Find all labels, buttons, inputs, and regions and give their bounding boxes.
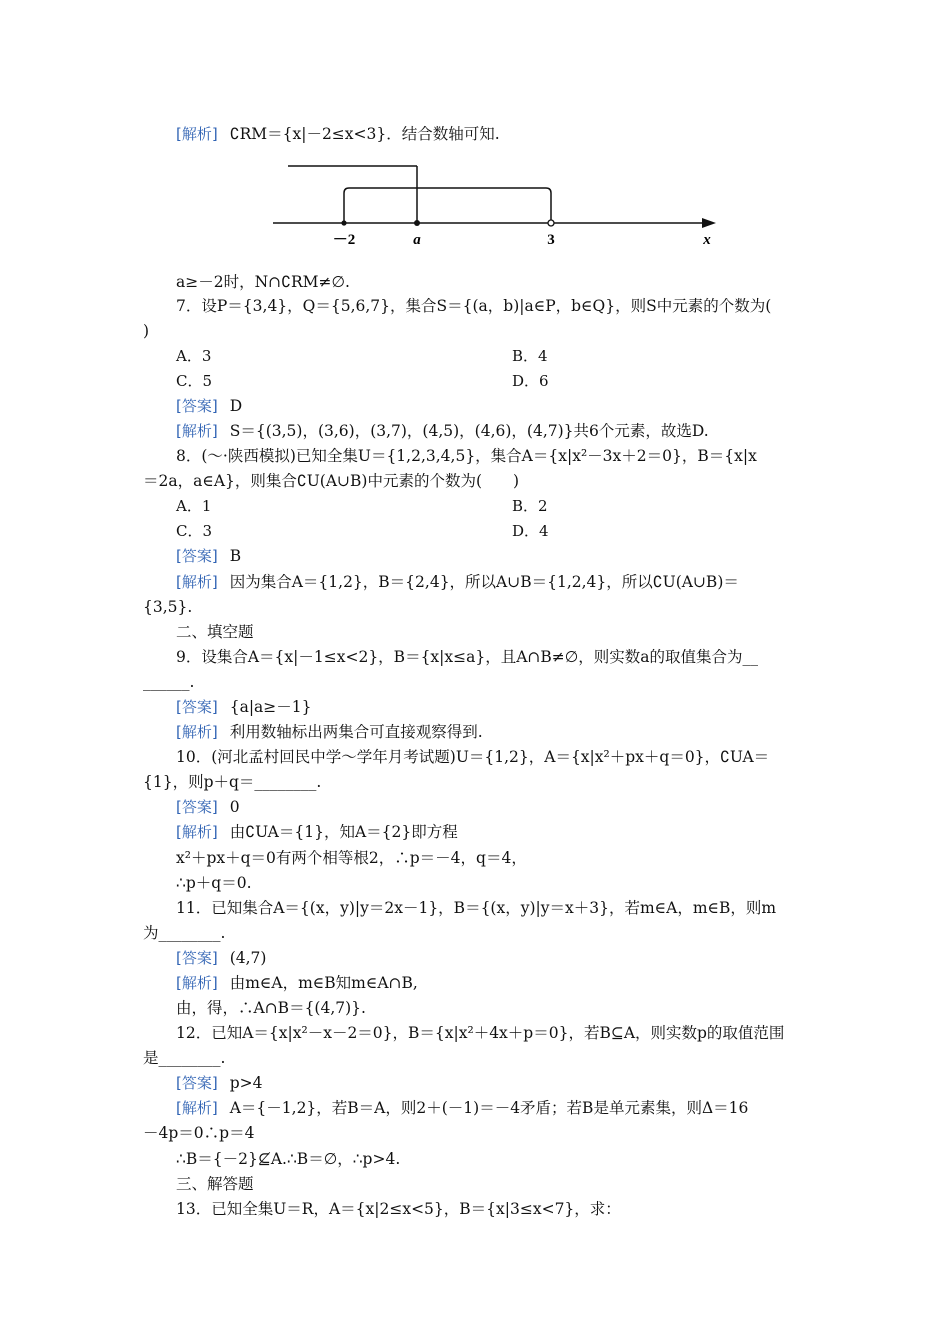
q11-answer-text: (4,7) — [229, 949, 267, 967]
tick-label-a: a — [413, 232, 421, 248]
analysis-tag: [解析] — [176, 1099, 218, 1117]
question-11: 11．已知集合A＝{(x，y)|y＝2x－1}，B＝{(x，y)|y＝x＋3}，若m∈A，m∈B，则m — [176, 899, 777, 917]
q10-analysis — [176, 822, 458, 842]
section-heading-fill-blank: 二、填空题 — [176, 623, 254, 641]
q9-analysis-text: 利用数轴标出两集合可直接观察得到. — [229, 723, 483, 741]
q12-analysis-text: A＝{－1,2}，若B＝A，则2＋(－1)＝－4矛盾；若B是单元素集，则Δ＝16 — [229, 1099, 749, 1117]
analysis-conclusion: a≥－2时，N∩∁RM≠∅. — [176, 273, 350, 291]
question-7: 7．设P＝{3,4}，Q＝{5,6,7}，集合S＝{(a，b)|a∈P，b∈Q}，则S中元素的个数为( — [176, 297, 772, 315]
answer-tag: [答案] — [176, 547, 218, 565]
q7-analysis-text: S＝{(3,5)，(3,6)，(3,7)，(4,5)，(4,6)，(4,7)}共6个元素，故选D. — [229, 422, 709, 440]
analysis-tag: [解析] — [176, 422, 218, 440]
q7-analysis — [176, 421, 709, 441]
question-9: 9．设集合A＝{x|－1≤x<2}，B＝{x|x≤a}，且A∩B≠∅，则实数a的取值集合为__ — [176, 648, 759, 666]
q10-analysis-text: 由∁UA＝{1}，知A＝{2}即方程 — [229, 823, 458, 841]
question-7-cont: ) — [143, 322, 150, 340]
q8-answer — [176, 546, 241, 566]
section-heading-solve: 三、解答题 — [176, 1175, 254, 1193]
q12-answer-text: p>4 — [229, 1074, 263, 1092]
tick-label-three: 3 — [547, 232, 555, 248]
question-13: 13．已知全集U＝R，A＝{x|2≤x<5}，B＝{x|3≤x<7}，求： — [176, 1200, 621, 1218]
answer-tag: [答案] — [176, 1074, 218, 1092]
q9-answer-text: {a|a≥－1} — [229, 698, 312, 716]
answer-tag: [答案] — [176, 397, 218, 415]
point-a — [414, 220, 420, 226]
analysis-text: ∁RM＝{x|－2≤x<3}．结合数轴可知. — [229, 125, 500, 143]
q11-analysis — [176, 973, 418, 993]
q12-analysis-line3: ∴B＝{－2}⊈A.∴B＝∅，∴p>4. — [176, 1150, 401, 1168]
point-minus-two — [341, 220, 346, 225]
question-8-cont: ＝2a，a∈A}，则集合∁U(A∪B)中元素的个数为( ) — [143, 472, 520, 490]
q7-answer-text: D — [229, 397, 243, 415]
q8-analysis-text: 因为集合A＝{1,2}，B＝{2,4}，所以A∪B＝{1,2,4}，所以∁U(A∪B)＝ — [229, 573, 739, 591]
answer-tag: [答案] — [176, 949, 218, 967]
q9-analysis — [176, 722, 483, 742]
tick-label-minus-two: －2 — [332, 232, 356, 248]
question-10-cont: {1}，则p＋q＝________. — [143, 773, 322, 791]
question-8: 8．(～·陕西模拟)已知全集U＝{1,2,3,4,5}，集合A＝{x|x²－3x＋2＝0}，B＝{x|x — [176, 447, 757, 465]
analysis-tag: [解析] — [176, 125, 218, 143]
q7-answer — [176, 396, 242, 416]
q9-answer — [176, 697, 312, 717]
q7-option-d: D．6 — [512, 372, 549, 390]
q12-answer — [176, 1073, 263, 1093]
number-line-figure — [270, 158, 730, 250]
q7-option-b: B．4 — [512, 347, 548, 365]
q12-analysis-line2: －4p＝0∴p＝4 — [143, 1124, 255, 1142]
point-three — [548, 220, 554, 226]
q8-answer-text: B — [229, 547, 242, 565]
q11-analysis-text: 由m∈A，m∈B知m∈A∩B, — [229, 974, 418, 992]
question-9-cont: ______. — [143, 673, 195, 691]
q10-answer — [176, 797, 240, 817]
q10-analysis-line2: x²＋px＋q＝0有两个相等根2，∴p＝－4，q＝4， — [176, 849, 527, 867]
question-11-cont: 为________. — [143, 924, 226, 942]
q8-analysis — [176, 572, 739, 592]
analysis-line — [176, 124, 500, 144]
q7-option-c: C．5 — [176, 372, 213, 390]
q8-option-c: C．3 — [176, 522, 213, 540]
analysis-tag: [解析] — [176, 974, 218, 992]
q11-answer — [176, 948, 266, 968]
analysis-tag: [解析] — [176, 823, 218, 841]
q11-analysis-line2: 由，得，∴A∩B＝{(4,7)}. — [176, 999, 366, 1017]
q12-analysis — [176, 1098, 748, 1118]
answer-tag: [答案] — [176, 798, 218, 816]
q10-analysis-line3: ∴p＋q＝0. — [176, 874, 252, 892]
question-10: 10．(河北孟村回民中学～学年月考试题)U＝{1,2}，A＝{x|x²＋px＋q＝0}，∁UA＝ — [176, 748, 770, 766]
bracket-interval — [344, 188, 551, 223]
axis-label-x: x — [703, 232, 711, 248]
q8-option-d: D．4 — [512, 522, 549, 540]
q7-option-a: A．3 — [176, 347, 212, 365]
q8-option-b: B．2 — [512, 497, 548, 515]
question-12-cont: 是________. — [143, 1049, 226, 1067]
analysis-tag: [解析] — [176, 723, 218, 741]
question-12: 12．已知A＝{x|x²－x－2＝0}，B＝{x|x²＋4x＋p＝0}，若B⊆A，则实数p的取值范围 — [176, 1024, 785, 1042]
answer-tag: [答案] — [176, 698, 218, 716]
q8-analysis-cont: {3,5}. — [143, 598, 193, 616]
q8-option-a: A．1 — [176, 497, 212, 515]
axis-arrow — [702, 218, 716, 228]
q10-answer-text: 0 — [229, 798, 240, 816]
analysis-tag: [解析] — [176, 573, 218, 591]
